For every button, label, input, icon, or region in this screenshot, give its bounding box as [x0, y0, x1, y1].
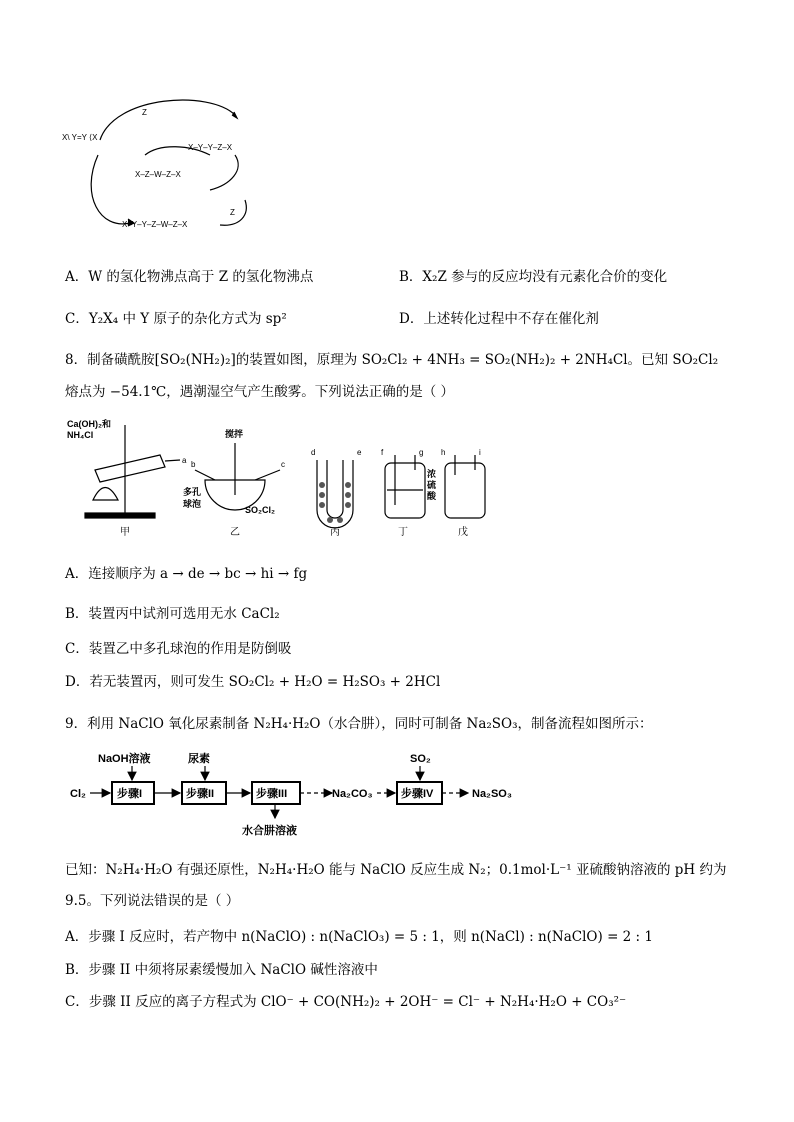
port-h: h: [441, 448, 446, 457]
port-d: d: [311, 448, 316, 457]
apparatus-diagram: [65, 415, 505, 540]
apparatus-name-2: 乙: [230, 527, 240, 538]
q7-option-c: C．Y₂X₄ 中 Y 原子的杂化方式为 sp²: [65, 311, 287, 327]
port-g: g: [419, 448, 424, 457]
flow-step3: 步骤III: [256, 788, 288, 800]
diagram-bottom-right-z: Z: [230, 208, 235, 217]
acid-label-3: 酸: [427, 491, 437, 501]
diagram-bottom-label: X–Y–Y–Z–W–Z–X: [122, 220, 188, 229]
bubble-label-2: 球泡: [183, 499, 202, 509]
apparatus-name-3: 丙: [330, 527, 340, 538]
bubble-label: 多孔: [183, 487, 202, 497]
q9-known-line2: 9.5。下列说法错误的是（ ）: [65, 893, 240, 909]
catalytic-cycle-diagram: [60, 85, 290, 250]
cycle-arrow-left: [91, 155, 130, 224]
q8-stem-line1: 8．制备磺酰胺[SO₂(NH₂)₂]的装置如图，原理为 SO₂Cl₂ + 4NH₃ = SO₂(NH₂)₂ + 2NH₄Cl。已知 SO₂Cl₂: [65, 352, 719, 368]
diagram-top-right-label: X–Y–Y–Z–X: [188, 143, 233, 152]
diagram-top-z: Z: [142, 108, 147, 117]
flow-na2co3: Na₂CO₃: [332, 788, 373, 800]
apparatus-name-5: 戊: [458, 527, 468, 538]
flow-na2so3: Na₂SO₃: [472, 788, 512, 800]
cycle-arrow-top: [100, 100, 235, 140]
q8-option-d: D．若无装置丙，则可发生 SO₂Cl₂ + H₂O = H₂SO₃ + 2HCl: [65, 674, 441, 690]
diagram-top-left-label: X\ Y=Y ⟨X: [62, 133, 98, 142]
q7-option-b: B．X₂Z 参与的反应均没有元素化合价的变化: [399, 269, 668, 285]
q8-stem-line2: 熔点为 −54.1℃，遇潮湿空气产生酸雾。下列说法正确的是（ ）: [65, 384, 455, 400]
flow-step1: 步骤I: [117, 788, 143, 800]
q9-known-line1: 已知：N₂H₄·H₂O 有强还原性，N₂H₄·H₂O 能与 NaClO 反应生成 N₂；0.1mol·L⁻¹ 亚硫酸钠溶液的 pH 约为: [65, 862, 727, 878]
q9-option-b: B．步骤 II 中须将尿素缓慢加入 NaClO 碱性溶液中: [65, 962, 378, 978]
cycle-arrow-right: [210, 155, 238, 190]
port-e: e: [357, 448, 362, 457]
apparatus-name-4: 丁: [398, 527, 408, 538]
q8-option-a: A．连接顺序为 a → de → bc → hi → fg: [65, 566, 308, 582]
q8-option-c: C．装置乙中多孔球泡的作用是防倒吸: [65, 641, 292, 657]
q7-option-a: A．W 的氢化物沸点高于 Z 的氢化物沸点: [65, 269, 314, 285]
q9-option-a: A．步骤 I 反应时，若产物中 n(NaClO) : n(NaClO₃) = 5 : 1，则 n(NaCl) : n(NaClO) = 2 : 1: [65, 929, 653, 945]
port-a: a: [182, 456, 187, 465]
flow-step4: 步骤IV: [401, 788, 434, 800]
reagent-label: Ca(OH)₂和: [67, 419, 111, 429]
q8-option-b: B．装置丙中试剂可选用无水 CaCl₂: [65, 606, 280, 622]
flow-so2: SO₂: [410, 753, 431, 765]
q7-option-d: D．上述转化过程中不存在催化剂: [399, 311, 599, 327]
q9-stem: 9．利用 NaClO 氧化尿素制备 N₂H₄·H₂O（水合肼），同时可制备 Na₂SO₃，制备流程如图所示：: [65, 716, 653, 732]
acid-label-2: 硫: [427, 480, 437, 490]
flow-diagram: [70, 748, 540, 843]
port-c: c: [281, 460, 285, 469]
flow-hydrazine: 水合肼溶液: [242, 825, 297, 837]
acid-label: 浓: [427, 469, 437, 479]
reagent-label-2: NH₄Cl: [67, 430, 94, 440]
port-f: f: [381, 448, 384, 457]
stir-label: 搅拌: [225, 429, 244, 439]
apparatus-name-1: 甲: [120, 527, 130, 538]
so2cl2-label: SO₂Cl₂: [245, 505, 276, 515]
port-i: i: [479, 448, 481, 457]
flow-urea: 尿素: [188, 753, 210, 765]
flow-step2: 步骤II: [186, 788, 215, 800]
diagram-middle-label: X–Z–W–Z–X: [135, 170, 181, 179]
flow-cl2: Cl₂: [70, 788, 86, 800]
q9-option-c: C．步骤 II 反应的离子方程式为 ClO⁻ + CO(NH₂)₂ + 2OH⁻ = Cl⁻ + N₂H₄·H₂O + CO₃²⁻: [65, 994, 627, 1010]
flow-naoh: NaOH溶液: [98, 753, 151, 765]
port-b: b: [191, 460, 196, 469]
